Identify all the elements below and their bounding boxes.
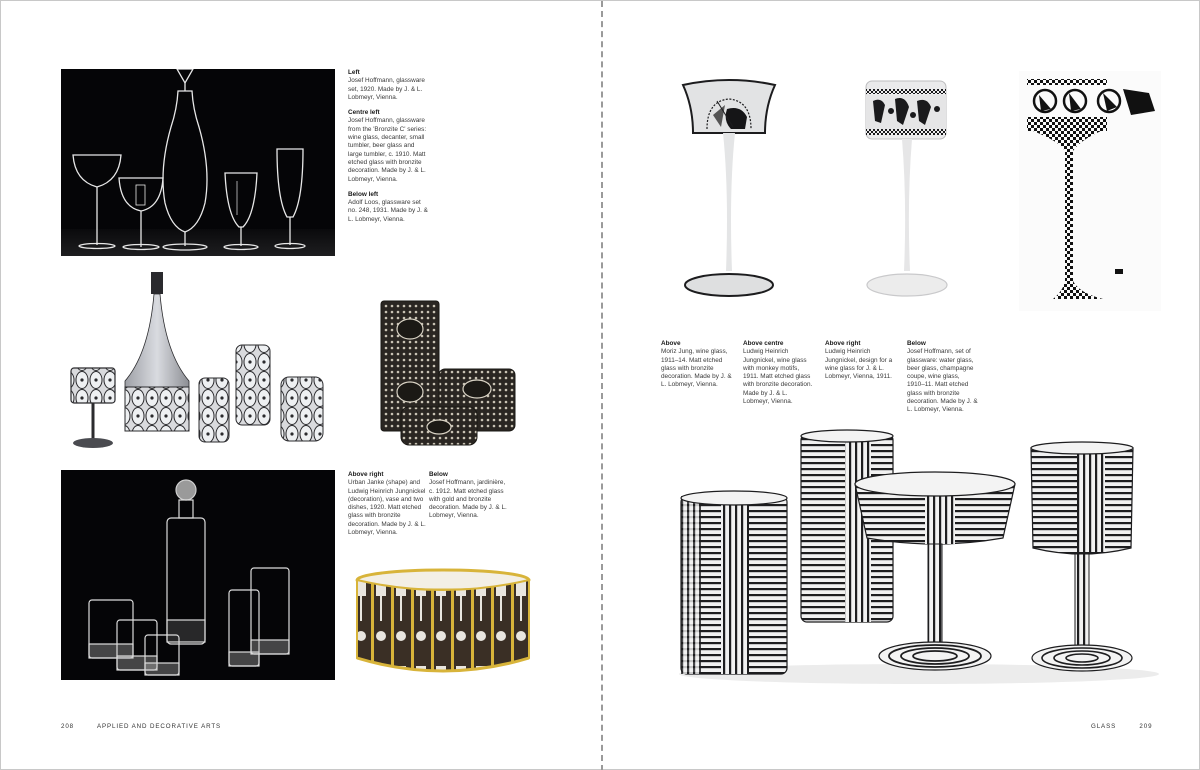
jung-wine-glass-illustration [669,71,789,311]
page-number-right: 209 [1139,723,1153,730]
running-head-left: APPLIED AND DECORATIVE ARTS [96,723,222,730]
photo-loos-glassware-set-248 [61,470,335,680]
caption-above-right: Above right Ludwig Heinrich Jungnickel, design for a wine glass for J. & L. Lobmeyr, Vienna, 1911. [825,340,893,381]
running-head-right: GLASS [1091,723,1117,730]
design-drawing-illustration [1019,71,1161,311]
photo-hoffmann-striped-glassware-set [669,426,1174,688]
captions-left-top [348,69,430,231]
folio-right [1091,723,1152,730]
photo-hoffmann-jardiniere [351,566,536,684]
photo-janke-jungnickel-vase-dishes [371,291,521,451]
caption-above-centre: Above centre Ludwig Heinrich Jungnickel, wine glass with monkey motifs, 1911. Matt etched glass with bronzite decoration. Made by J. & L. Lobmeyr, Vienna. [743,340,813,406]
jardiniere-illustration [351,566,536,684]
photo-jung-wine-glass [669,71,789,311]
bronzite-glassware-illustration [61,263,331,458]
gutter-fold-line [601,1,603,770]
page-number-left: 208 [61,723,75,730]
caption-below-right-page: Below Josef Hoffmann, set of glassware: water glass, beer glass, champagne coupe, wine glass, 1910–11. Matt etched glass with bronzite decoration. Made by J. & L. Lobmeyr, Vienna. [907,340,978,414]
caption-above: Above Moriz Jung, wine glass, 1911–14. Matt etched glass with bronzite decoration. Made by J. & L. Lobmeyr, Vienna. [661,340,732,389]
striped-glassware-illustration [669,426,1174,688]
folio-left [61,723,221,730]
photo-hoffmann-glassware-set-1920 [61,69,335,256]
caption-above-right-left-page: Above right Urban Janke (shape) and Ludwig Heinrich Jungnickel (decoration), vase and two dishes, 1920. Matt etched glass with bronzite decoration. Made by J. & L. Lobmeyr, Vienna. [348,471,426,537]
clear-glassware-illustration [61,69,335,256]
photo-jungnickel-monkey-wine-glass [851,71,961,311]
caption-left: Left Josef Hoffmann, glassware set, 1920. Made by J. & L. Lobmeyr, Vienna. [348,69,425,101]
caption-below-left: Below left Adolf Loos, glassware set no. 248, 1931. Made by J. & L. Lobmeyr, Vienna. [348,190,428,223]
photo-jungnickel-design-drawing [1019,71,1161,311]
monkey-wine-glass-illustration [851,71,961,311]
caption-below-left-page: Below Josef Hoffmann, jardinière, c. 1912. Matt etched glass with gold and bronzite decoration. Made by J. & L. Lobmeyr, Vienna. [429,471,507,520]
photo-bronzite-c-series [61,263,331,458]
caption-centre-left: Centre left Josef Hoffmann, glassware from the 'Bronzite C' series: wine glass, decanter, small tumbler, beer glass and large tumbler, c. 1910. Matt etched glass with bronzite decoration. Made by J. & L. Lobmeyr, Vienna. [348,109,427,183]
bronzite-vase-dishes-illustration [371,291,521,451]
loos-glassware-illustration [61,470,335,680]
